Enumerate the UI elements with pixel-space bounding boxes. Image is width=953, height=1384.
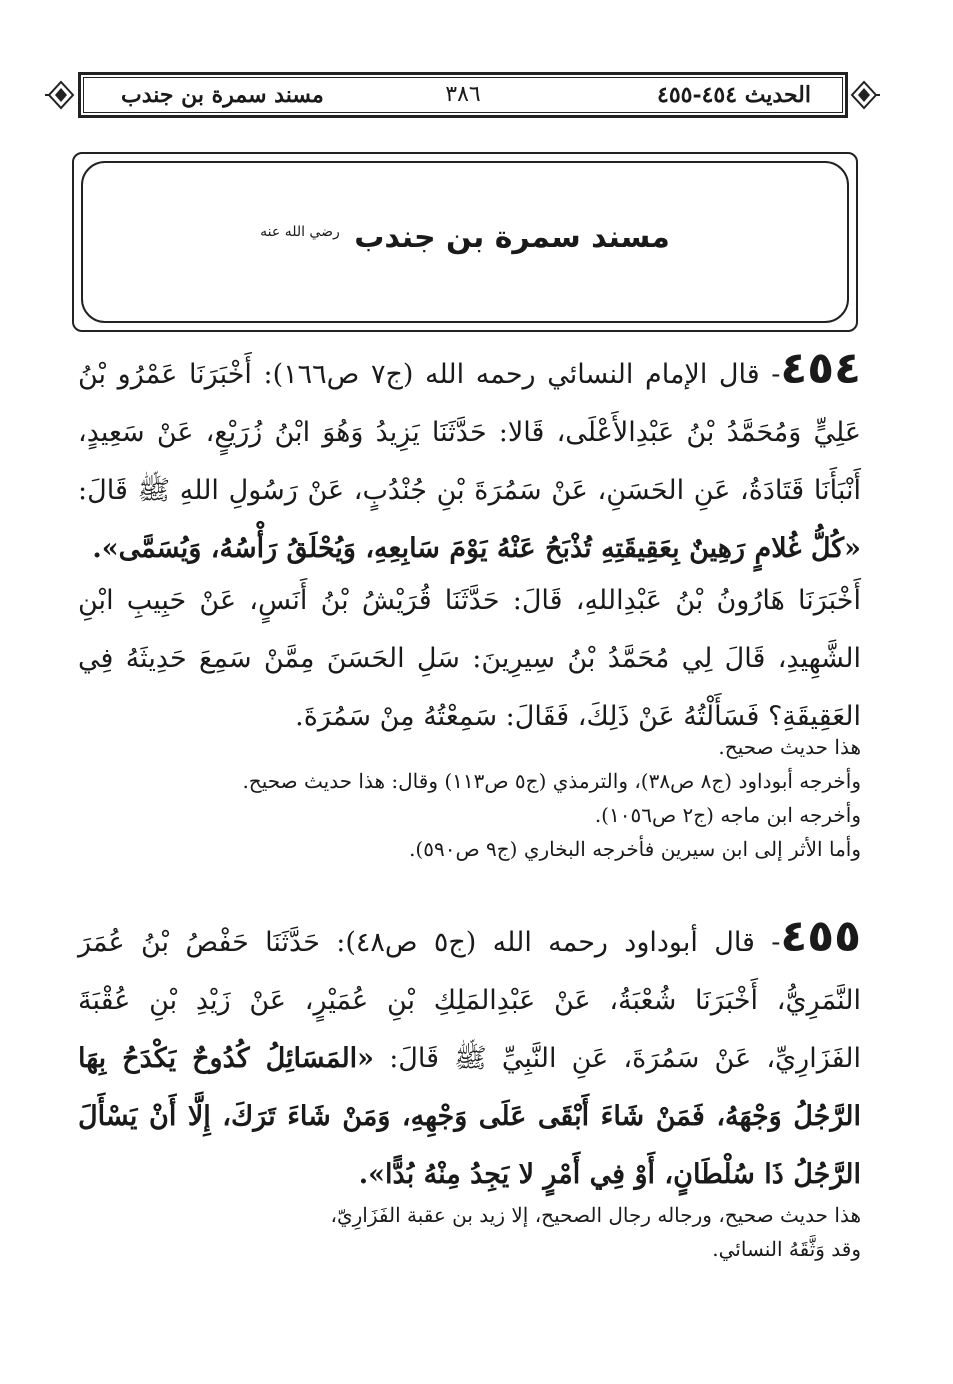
section-title-frame xyxy=(72,152,858,332)
header-ornament-right-icon xyxy=(850,78,880,112)
note-line: وأما الأثر إلى ابن سيرين فأخرجه البخاري (ج٩ ص٥٩٠). xyxy=(409,837,861,861)
hadith-454-intro: - قال الإمام النسائي رحمه الله (ج٧ ص١٦٦): أَخْبَرَنَا عَمْرُو بْنُ عَلِيٍّ وَمُحَمَّدُ بْنُ عَبْدِالأَعْلَى، قَالا: حَدَّثَنَا يَزِيدُ وَهُوَ ابْنُ زُرَيْعٍ، عَنْ سَعِيدٍ، أَنْبَأَنَا قَتَادَةُ، عَنِ الحَسَنِ، عَنْ سَمُرَةَ بْنِ جُنْدُبٍ، عَنْ رَسُولِ اللهِ ﷺ قَالَ: xyxy=(78,359,861,506)
hadith-455-paragraph xyxy=(78,908,861,1204)
note-line: وأخرجه أبوداود (ج٨ ص٣٨)، والترمذي (ج٥ ص١١٣) وقال: هذا حديث صحيح. xyxy=(242,769,861,793)
hadith-455-text: «المَسَائِلُ كُدُوحٌ يَكْدَحُ بِهَا الرَّجُلُ وَجْهَهُ، فَمَنْ شَاءَ أَبْقَى عَلَى وَجْهِهِ، وَمَنْ شَاءَ تَرَكَ، إِلَّا أَنْ يَسْأَلَ الرَّجُلُ ذَا سُلْطَانٍ، أَوْ فِي أَمْرٍ لا يَجِدُ مِنْهُ بُدًّا». xyxy=(78,1043,861,1190)
header-musnad-title: مسند سمرة بن جندب xyxy=(121,82,324,108)
note-line: وأخرجه ابن ماجه (ج٢ ص١٠٥٦). xyxy=(594,803,861,827)
section-title-honorific: رضي الله عنه xyxy=(260,224,340,240)
hadith-454-second-chain: أَخْبَرَنَا هَارُونُ بْنُ عَبْدِاللهِ، قَالَ: حَدَّثَنَا قُرَيْشُ بْنُ أَنَسٍ، عَنْ حَبِيبِ ابْنِ الشَّهِيدِ، قَالَ لِي مُحَمَّدُ بْنُ سِيرِينَ: سَلِ الحَسَنَ مِمَّنْ سَمِعَ حَدِيثَهُ فِي العَقِيقَةِ؟ فَسَأَلْتُهُ عَنْ ذَلِكَ، فَقَالَ: سَمِعْتُهُ مِنْ سَمُرَةَ. xyxy=(78,585,861,732)
section-title xyxy=(74,220,856,255)
hadith-454-text: «كُلُّ غُلامٍ رَهِينٌ بِعَقِيقَتِهِ تُذْبَحُ عَنْهُ يَوْمَ سَابِعِهِ، وَيُحْلَقُ رَأْسُهُ، وَيُسَمَّى». xyxy=(92,533,861,564)
hadith-455-intro: - قال أبوداود رحمه الله (ج٥ ص٤٨): حَدَّثَنَا حَفْصُ بْنُ عُمَرَ النَّمَرِيُّ، أَخْبَرَنَا شُعْبَةُ، عَنْ عَبْدِالمَلِكِ بْنِ عُمَيْرٍ، عَنْ زَيْدِ بْنِ عُقْبَةَ الفَزَارِيِّ، عَنْ سَمُرَةَ، عَنِ النَّبِيِّ ﷺ قَالَ: xyxy=(78,927,861,1074)
hadith-454-paragraph xyxy=(78,340,861,578)
header-ornament-left-icon xyxy=(45,78,75,112)
note-line: وقد وَثَّقَهُ النسائي. xyxy=(712,1237,861,1261)
hadith-455-number: ٤٥٥ xyxy=(780,911,861,962)
header-hadith-range: الحديث ٤٥٤-٤٥٥ xyxy=(657,82,811,108)
hadith-455-notes xyxy=(78,1198,861,1266)
running-header xyxy=(78,72,848,118)
hadith-454-number: ٤٥٤ xyxy=(780,343,861,394)
note-line: هذا حديث صحيح. xyxy=(718,735,861,759)
hadith-454-notes xyxy=(78,730,861,866)
header-page-number: ٣٨٦ xyxy=(445,82,481,107)
section-title-text: مسند سمرة بن جندب xyxy=(354,220,670,255)
note-line: هذا حديث صحيح، ورجاله رجال الصحيح، إلا زيد بن عقبة الفَزَارِيّ، xyxy=(330,1203,861,1227)
